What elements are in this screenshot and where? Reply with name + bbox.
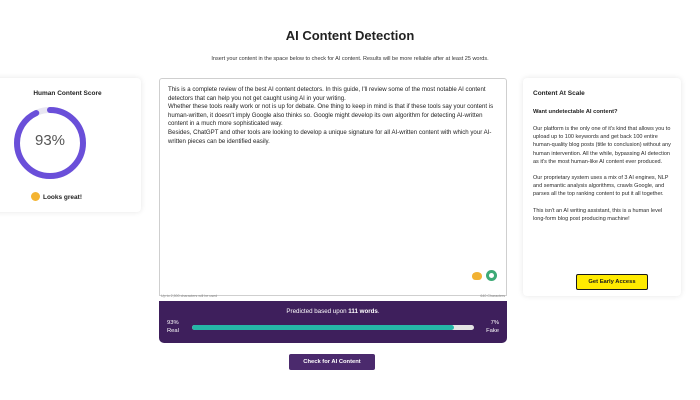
real-fake-bar: [192, 325, 474, 330]
content-textarea[interactable]: [159, 78, 507, 296]
content-paragraph: Whether these tools really work or not is up for debate. One thing to keep in mind is that if these tools say your content is human-written, it doesn't imply Google also thinks so. Google might develop its own algorithm for detecting AI-written content in a much more sophisticated way.: [168, 103, 494, 128]
prediction-prefix: Predicted based upon: [286, 308, 349, 315]
scale-paragraph: Our platform is the only one of it's kind that allows you to upload up to 100 keywords and get back 100 entire human-quality blog posts (title to conclusion) without any human intervention. All the while, bypassing AI detection as it's the most human-like AI content ever produced.: [533, 126, 671, 165]
fake-indicator: [486, 319, 499, 335]
score-status-text: Looks great!: [42, 194, 82, 202]
score-card-title: Human Content Score: [33, 90, 102, 97]
grammarly-icon[interactable]: [486, 270, 497, 281]
scale-card-body: [533, 125, 673, 231]
get-early-access-button[interactable]: Get Early Access: [576, 274, 648, 290]
real-fill: [192, 325, 454, 330]
content-paragraph: Besides, ChatGPT and other tools are looking to develop a unique signature for all AI-written content with which your AI-written pieces can be identified easily.: [168, 128, 492, 145]
scale-card-title: Content At Scale: [533, 90, 585, 97]
character-limit-text: Up to 2,500 characters will be used: [161, 294, 218, 298]
prediction-panel: [159, 301, 507, 343]
check-ai-content-button[interactable]: Check for AI Content: [289, 354, 375, 370]
real-percentage: 93%: [167, 320, 179, 326]
real-label: Real: [167, 328, 179, 334]
character-count: 640 Characters: [480, 294, 505, 298]
scale-card-question: Want undetectable AI content?: [533, 109, 618, 115]
content-at-scale-card: [523, 78, 681, 296]
editor-extension-icons: [472, 270, 502, 282]
smiling-face-icon: [31, 192, 40, 201]
page-subtitle: Insert your content in the space below to check for AI content. Results will be more reliable after at least 25 words.: [211, 56, 489, 62]
prediction-suffix: .: [377, 308, 380, 315]
human-score-card: [0, 78, 141, 212]
score-status: [0, 193, 119, 202]
page-title: AI Content Detection: [285, 28, 415, 43]
scale-paragraph: Our proprietary system uses a mix of 3 AI engines, NLP and semantic analysis algorithms, crawls Google, and parses all the top ranking content to put it all together.: [533, 175, 669, 198]
prediction-word-count: 111 words: [348, 308, 378, 315]
fake-label: Fake: [486, 328, 499, 334]
grammar-extension-icon[interactable]: [472, 272, 482, 280]
character-counter-bar: [159, 293, 507, 301]
prediction-text: [159, 308, 507, 315]
content-paragraph: This is a complete review of the best AI content detectors. In this guide, I'll review some of the most notable AI content detectors that can help you not get caught using AI in your writing.: [168, 86, 486, 102]
scale-paragraph: This isn't an AI writing assistant, this is a human level long-form blog post producing machine!: [533, 207, 663, 222]
fake-percentage: 7%: [490, 320, 499, 326]
real-indicator: [167, 319, 179, 335]
score-value: 93%: [34, 132, 66, 149]
